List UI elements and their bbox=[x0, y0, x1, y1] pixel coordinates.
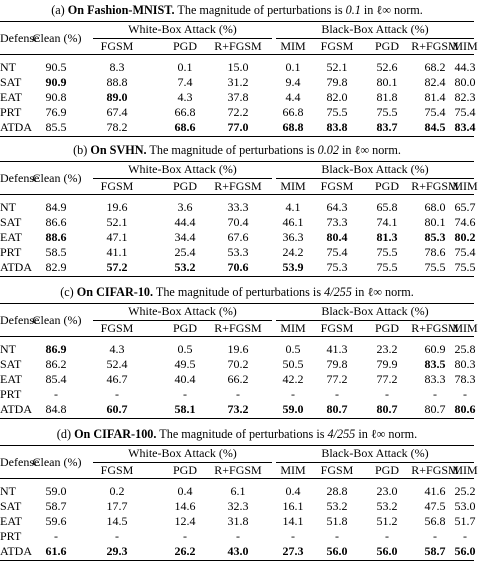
attack-accuracy-cell: 73.3 bbox=[326, 215, 348, 229]
attack-accuracy-cell: 19.6 bbox=[227, 342, 249, 356]
attack-accuracy-cell: 70.2 bbox=[227, 357, 249, 371]
defense-cell: ATDA bbox=[0, 120, 32, 134]
attack-accuracy-cell: 67.6 bbox=[227, 230, 249, 244]
attack-accuracy-cell: - bbox=[115, 387, 119, 401]
caption-dataset: On CIFAR-100. bbox=[74, 427, 157, 441]
defense-cell: ATDA bbox=[0, 260, 32, 274]
defense-cell: NT bbox=[0, 200, 16, 214]
attack-accuracy-cell: 51.2 bbox=[376, 514, 398, 528]
attack-accuracy-cell: 58.7 bbox=[424, 544, 446, 558]
attack-accuracy-cell: 7.4 bbox=[177, 75, 193, 89]
attack-accuracy-cell: 81.8 bbox=[376, 90, 398, 104]
defense-cell: ATDA bbox=[0, 544, 32, 558]
attack-accuracy-cell: - bbox=[463, 529, 467, 543]
header-defense: Defense bbox=[0, 31, 40, 45]
attack-accuracy-cell: 81.4 bbox=[424, 90, 446, 104]
caption-value: 4/255 bbox=[327, 427, 356, 441]
header-attack: MIM bbox=[280, 39, 306, 53]
attack-accuracy-cell: 59.0 bbox=[282, 402, 304, 416]
header-attack: MIM bbox=[280, 321, 306, 335]
header-attack: MIM bbox=[280, 179, 306, 193]
attack-accuracy-cell: 88.8 bbox=[106, 75, 128, 89]
header-defense: Defense bbox=[0, 171, 40, 185]
attack-accuracy-cell: 80.2 bbox=[454, 230, 476, 244]
header-black-box: Black-Box Attack (%) bbox=[321, 22, 429, 36]
table-caption bbox=[0, 142, 474, 158]
header-attack: FGSM bbox=[100, 321, 134, 335]
attack-accuracy-cell: 66.8 bbox=[174, 105, 196, 119]
attack-accuracy-cell: 80.7 bbox=[326, 402, 348, 416]
attack-accuracy-cell: 75.4 bbox=[424, 105, 446, 119]
attack-accuracy-cell: 72.2 bbox=[227, 105, 249, 119]
attack-accuracy-cell: - bbox=[291, 529, 295, 543]
clean-accuracy-cell: 76.9 bbox=[45, 105, 67, 119]
attack-accuracy-cell: 19.6 bbox=[106, 200, 128, 214]
table-caption bbox=[0, 284, 474, 300]
caption-prefix: (b) bbox=[73, 143, 91, 157]
attack-accuracy-cell: 56.0 bbox=[376, 544, 398, 558]
attack-accuracy-cell: 0.4 bbox=[177, 484, 193, 498]
attack-accuracy-cell: 80.4 bbox=[326, 230, 348, 244]
attack-accuracy-cell: 80.1 bbox=[376, 75, 398, 89]
attack-accuracy-cell: 65.8 bbox=[376, 200, 398, 214]
header-attack: MIM bbox=[452, 39, 478, 53]
header-clean: Clean (%) bbox=[32, 455, 82, 469]
attack-accuracy-cell: 4.3 bbox=[177, 90, 193, 104]
attack-accuracy-cell: 80.6 bbox=[454, 402, 476, 416]
attack-accuracy-cell: 80.7 bbox=[376, 402, 398, 416]
attack-accuracy-cell: 75.5 bbox=[326, 105, 348, 119]
attack-accuracy-cell: 14.5 bbox=[106, 514, 128, 528]
header-attack: R+FGSM bbox=[411, 39, 459, 53]
attack-accuracy-cell: 60.7 bbox=[106, 402, 128, 416]
attack-accuracy-cell: 57.2 bbox=[106, 260, 128, 274]
attack-accuracy-cell: 75.5 bbox=[376, 245, 398, 259]
attack-accuracy-cell: 77.2 bbox=[376, 372, 398, 386]
clean-accuracy-cell: - bbox=[54, 387, 58, 401]
header-attack: R+FGSM bbox=[214, 39, 262, 53]
header-attack: MIM bbox=[452, 463, 478, 477]
defense-cell: EAT bbox=[0, 90, 22, 104]
caption-dataset: On Fashion-MNIST. bbox=[67, 3, 175, 17]
attack-accuracy-cell: - bbox=[463, 387, 467, 401]
attack-accuracy-cell: 68.6 bbox=[174, 120, 196, 134]
attack-accuracy-cell: 33.3 bbox=[227, 200, 249, 214]
caption-value: 4/255 bbox=[324, 285, 352, 299]
defense-cell: NT bbox=[0, 60, 16, 74]
attack-accuracy-cell: 44.3 bbox=[454, 60, 476, 74]
attack-accuracy-cell: 46.7 bbox=[106, 372, 128, 386]
attack-accuracy-cell: 82.3 bbox=[454, 90, 476, 104]
attack-accuracy-cell: 80.3 bbox=[454, 357, 476, 371]
clean-accuracy-cell: 59.6 bbox=[45, 514, 67, 528]
header-attack: FGSM bbox=[320, 463, 354, 477]
clean-accuracy-cell: 90.8 bbox=[45, 90, 67, 104]
attack-accuracy-cell: 0.1 bbox=[285, 60, 301, 74]
header-attack: MIM bbox=[452, 321, 478, 335]
attack-accuracy-cell: 80.1 bbox=[424, 215, 446, 229]
attack-accuracy-cell: - bbox=[335, 387, 339, 401]
attack-accuracy-cell: 65.7 bbox=[454, 200, 476, 214]
defense-cell: NT bbox=[0, 342, 16, 356]
attack-accuracy-cell: 8.3 bbox=[109, 60, 125, 74]
header-white-box: White-Box Attack (%) bbox=[128, 22, 237, 36]
attack-accuracy-cell: - bbox=[236, 529, 240, 543]
attack-accuracy-cell: - bbox=[385, 529, 389, 543]
caption-value: 0.1 bbox=[345, 3, 361, 17]
attack-accuracy-cell: 4.1 bbox=[285, 200, 301, 214]
attack-accuracy-cell: - bbox=[115, 529, 119, 543]
table-caption bbox=[0, 2, 474, 18]
header-attack: PGD bbox=[172, 39, 197, 53]
attack-accuracy-cell: 58.1 bbox=[174, 402, 196, 416]
header-black-box: Black-Box Attack (%) bbox=[321, 304, 429, 318]
attack-accuracy-cell: 43.0 bbox=[227, 544, 249, 558]
attack-accuracy-cell: 80.7 bbox=[424, 402, 446, 416]
caption-suffix: in ℓ∞ norm. bbox=[338, 143, 401, 157]
attack-accuracy-cell: 28.8 bbox=[326, 484, 348, 498]
defense-cell: EAT bbox=[0, 230, 22, 244]
attack-accuracy-cell: 75.5 bbox=[424, 260, 446, 274]
attack-accuracy-cell: 78.2 bbox=[106, 120, 128, 134]
attack-accuracy-cell: 70.6 bbox=[227, 260, 249, 274]
attack-accuracy-cell: 0.4 bbox=[285, 484, 301, 498]
attack-accuracy-cell: 52.4 bbox=[106, 357, 128, 371]
attack-accuracy-cell: 81.3 bbox=[376, 230, 398, 244]
clean-accuracy-cell: 85.4 bbox=[45, 372, 67, 386]
attack-accuracy-cell: 46.1 bbox=[282, 215, 304, 229]
clean-accuracy-cell: 90.9 bbox=[45, 75, 67, 89]
attack-accuracy-cell: 41.1 bbox=[106, 245, 128, 259]
attack-accuracy-cell: 70.4 bbox=[227, 215, 249, 229]
caption-suffix: in ℓ∞ norm. bbox=[351, 285, 414, 299]
attack-accuracy-cell: 78.6 bbox=[424, 245, 446, 259]
attack-accuracy-cell: 52.6 bbox=[376, 60, 398, 74]
attack-accuracy-cell: 66.2 bbox=[227, 372, 249, 386]
attack-accuracy-cell: 29.3 bbox=[106, 544, 128, 558]
attack-accuracy-cell: 0.2 bbox=[109, 484, 125, 498]
attack-accuracy-cell: 16.1 bbox=[282, 499, 304, 513]
attack-accuracy-cell: 14.1 bbox=[282, 514, 304, 528]
clean-accuracy-cell: 82.9 bbox=[45, 260, 67, 274]
header-clean: Clean (%) bbox=[32, 171, 82, 185]
attack-accuracy-cell: 25.4 bbox=[174, 245, 196, 259]
attack-accuracy-cell: - bbox=[335, 529, 339, 543]
header-defense: Defense bbox=[0, 455, 40, 469]
caption-prefix: (d) bbox=[56, 427, 75, 441]
attack-accuracy-cell: 50.5 bbox=[282, 357, 304, 371]
attack-accuracy-cell: 75.4 bbox=[454, 105, 476, 119]
attack-accuracy-cell: 75.5 bbox=[376, 260, 398, 274]
defense-cell: EAT bbox=[0, 514, 22, 528]
header-attack: PGD bbox=[374, 179, 399, 193]
attack-accuracy-cell: - bbox=[183, 529, 187, 543]
attack-accuracy-cell: 34.4 bbox=[174, 230, 196, 244]
attack-accuracy-cell: 37.8 bbox=[227, 90, 249, 104]
table-caption bbox=[0, 426, 474, 442]
attack-accuracy-cell: 51.7 bbox=[454, 514, 476, 528]
attack-accuracy-cell: 77.2 bbox=[326, 372, 348, 386]
header-attack: FGSM bbox=[100, 463, 134, 477]
attack-accuracy-cell: 56.0 bbox=[454, 544, 476, 558]
defense-cell: SAT bbox=[0, 75, 22, 89]
clean-accuracy-cell: - bbox=[54, 529, 58, 543]
header-clean: Clean (%) bbox=[32, 31, 82, 45]
attack-accuracy-cell: 74.1 bbox=[376, 215, 398, 229]
attack-accuracy-cell: 0.1 bbox=[177, 60, 193, 74]
bottom-rule bbox=[0, 560, 474, 561]
header-attack: R+FGSM bbox=[411, 321, 459, 335]
attack-accuracy-cell: - bbox=[236, 387, 240, 401]
attack-accuracy-cell: 25.2 bbox=[454, 484, 476, 498]
attack-accuracy-cell: 68.2 bbox=[424, 60, 446, 74]
header-attack: PGD bbox=[172, 321, 197, 335]
header-rule bbox=[0, 478, 474, 479]
header-attack: FGSM bbox=[320, 179, 354, 193]
defense-cell: PRT bbox=[0, 105, 22, 119]
header-attack: PGD bbox=[374, 39, 399, 53]
caption-suffix: in ℓ∞ norm. bbox=[360, 3, 423, 17]
caption-dataset: On SVHN. bbox=[90, 143, 147, 157]
defense-cell: PRT bbox=[0, 387, 22, 401]
clean-accuracy-cell: 86.9 bbox=[45, 342, 67, 356]
bottom-rule bbox=[0, 136, 474, 137]
attack-accuracy-cell: 83.4 bbox=[454, 120, 476, 134]
attack-accuracy-cell: 44.4 bbox=[174, 215, 196, 229]
attack-accuracy-cell: 23.2 bbox=[376, 342, 398, 356]
header-attack: R+FGSM bbox=[411, 179, 459, 193]
header-attack: FGSM bbox=[320, 39, 354, 53]
header-attack: MIM bbox=[452, 179, 478, 193]
attack-accuracy-cell: - bbox=[385, 387, 389, 401]
attack-accuracy-cell: - bbox=[183, 387, 187, 401]
defense-cell: SAT bbox=[0, 499, 22, 513]
caption-dataset: On CIFAR-10. bbox=[76, 285, 154, 299]
attack-accuracy-cell: 47.1 bbox=[106, 230, 128, 244]
header-white-box: White-Box Attack (%) bbox=[128, 304, 237, 318]
clean-accuracy-cell: 58.7 bbox=[45, 499, 67, 513]
attack-accuracy-cell: 83.5 bbox=[424, 357, 446, 371]
attack-accuracy-cell: 0.5 bbox=[177, 342, 193, 356]
header-rule bbox=[0, 194, 474, 195]
attack-accuracy-cell: 31.8 bbox=[227, 514, 249, 528]
clean-accuracy-cell: 85.5 bbox=[45, 120, 67, 134]
attack-accuracy-cell: 15.0 bbox=[227, 60, 249, 74]
header-attack: FGSM bbox=[100, 39, 134, 53]
attack-accuracy-cell: 9.4 bbox=[285, 75, 301, 89]
attack-accuracy-cell: 68.8 bbox=[282, 120, 304, 134]
attack-accuracy-cell: 85.3 bbox=[424, 230, 446, 244]
attack-accuracy-cell: 4.3 bbox=[109, 342, 125, 356]
attack-accuracy-cell: 53.2 bbox=[326, 499, 348, 513]
header-attack: PGD bbox=[374, 321, 399, 335]
attack-accuracy-cell: 67.4 bbox=[106, 105, 128, 119]
attack-accuracy-cell: 75.4 bbox=[326, 245, 348, 259]
table-block bbox=[0, 424, 478, 564]
attack-accuracy-cell: 40.4 bbox=[174, 372, 196, 386]
attack-accuracy-cell: 56.8 bbox=[424, 514, 446, 528]
attack-accuracy-cell: 75.5 bbox=[376, 105, 398, 119]
clean-accuracy-cell: 59.0 bbox=[45, 484, 67, 498]
attack-accuracy-cell: 83.3 bbox=[424, 372, 446, 386]
attack-accuracy-cell: 41.6 bbox=[424, 484, 446, 498]
header-attack: MIM bbox=[280, 463, 306, 477]
header-black-box: Black-Box Attack (%) bbox=[321, 446, 429, 460]
attack-accuracy-cell: 3.6 bbox=[177, 200, 193, 214]
clean-accuracy-cell: 88.6 bbox=[45, 230, 67, 244]
attack-accuracy-cell: 53.2 bbox=[174, 260, 196, 274]
attack-accuracy-cell: - bbox=[291, 387, 295, 401]
defense-cell: NT bbox=[0, 484, 16, 498]
attack-accuracy-cell: 82.0 bbox=[326, 90, 348, 104]
attack-accuracy-cell: 52.1 bbox=[106, 215, 128, 229]
attack-accuracy-cell: 27.3 bbox=[282, 544, 304, 558]
attack-accuracy-cell: 4.4 bbox=[285, 90, 301, 104]
attack-accuracy-cell: 6.1 bbox=[230, 484, 246, 498]
attack-accuracy-cell: 0.5 bbox=[285, 342, 301, 356]
header-attack: R+FGSM bbox=[214, 321, 262, 335]
attack-accuracy-cell: 56.0 bbox=[326, 544, 348, 558]
attack-accuracy-cell: 36.3 bbox=[282, 230, 304, 244]
header-attack: PGD bbox=[172, 463, 197, 477]
header-white-box: White-Box Attack (%) bbox=[128, 446, 237, 460]
defense-cell: EAT bbox=[0, 372, 22, 386]
clean-accuracy-cell: 61.6 bbox=[45, 544, 67, 558]
attack-accuracy-cell: 77.0 bbox=[227, 120, 249, 134]
attack-accuracy-cell: 32.3 bbox=[227, 499, 249, 513]
attack-accuracy-cell: 42.2 bbox=[282, 372, 304, 386]
attack-accuracy-cell: 66.8 bbox=[282, 105, 304, 119]
caption-prefix: (c) bbox=[60, 285, 77, 299]
attack-accuracy-cell: 53.2 bbox=[376, 499, 398, 513]
attack-accuracy-cell: 74.6 bbox=[454, 215, 476, 229]
caption-text: The magnitude of perturbations is bbox=[153, 285, 325, 299]
header-attack: PGD bbox=[172, 179, 197, 193]
attack-accuracy-cell: 75.3 bbox=[326, 260, 348, 274]
attack-accuracy-cell: 12.4 bbox=[174, 514, 196, 528]
clean-accuracy-cell: 90.5 bbox=[45, 60, 67, 74]
attack-accuracy-cell: 53.9 bbox=[282, 260, 304, 274]
attack-accuracy-cell: 68.0 bbox=[424, 200, 446, 214]
defense-cell: ATDA bbox=[0, 402, 32, 416]
attack-accuracy-cell: 79.8 bbox=[326, 357, 348, 371]
attack-accuracy-cell: 23.0 bbox=[376, 484, 398, 498]
table-block bbox=[0, 282, 478, 422]
header-attack: PGD bbox=[374, 463, 399, 477]
header-attack: R+FGSM bbox=[411, 463, 459, 477]
table-block bbox=[0, 140, 478, 280]
caption-text: The magnitude of perturbations is bbox=[174, 3, 346, 17]
header-attack: R+FGSM bbox=[214, 463, 262, 477]
attack-accuracy-cell: 82.4 bbox=[424, 75, 446, 89]
caption-text: The magnitude of perturbations is bbox=[146, 143, 318, 157]
header-defense: Defense bbox=[0, 313, 40, 327]
clean-accuracy-cell: 58.5 bbox=[45, 245, 67, 259]
attack-accuracy-cell: 53.3 bbox=[227, 245, 249, 259]
attack-accuracy-cell: 75.5 bbox=[454, 260, 476, 274]
header-rule bbox=[0, 336, 474, 337]
header-attack: FGSM bbox=[100, 179, 134, 193]
caption-prefix: (a) bbox=[51, 3, 68, 17]
attack-accuracy-cell: 73.2 bbox=[227, 402, 249, 416]
attack-accuracy-cell: 83.8 bbox=[326, 120, 348, 134]
attack-accuracy-cell: 26.2 bbox=[174, 544, 196, 558]
bottom-rule bbox=[0, 418, 474, 419]
attack-accuracy-cell: 25.8 bbox=[454, 342, 476, 356]
attack-accuracy-cell: 89.0 bbox=[106, 90, 128, 104]
attack-accuracy-cell: 64.3 bbox=[326, 200, 348, 214]
caption-suffix: in ℓ∞ norm. bbox=[355, 427, 418, 441]
attack-accuracy-cell: 78.3 bbox=[454, 372, 476, 386]
attack-accuracy-cell: 79.8 bbox=[326, 75, 348, 89]
attack-accuracy-cell: 31.2 bbox=[227, 75, 249, 89]
attack-accuracy-cell: 79.9 bbox=[376, 357, 398, 371]
defense-cell: PRT bbox=[0, 529, 22, 543]
attack-accuracy-cell: 83.7 bbox=[376, 120, 398, 134]
header-black-box: Black-Box Attack (%) bbox=[321, 162, 429, 176]
header-clean: Clean (%) bbox=[32, 313, 82, 327]
clean-accuracy-cell: 86.6 bbox=[45, 215, 67, 229]
attack-accuracy-cell: 41.3 bbox=[326, 342, 348, 356]
attack-accuracy-cell: - bbox=[433, 529, 437, 543]
clean-accuracy-cell: 84.9 bbox=[45, 200, 67, 214]
attack-accuracy-cell: 24.2 bbox=[282, 245, 304, 259]
attack-accuracy-cell: 51.8 bbox=[326, 514, 348, 528]
attack-accuracy-cell: 47.5 bbox=[424, 499, 446, 513]
header-attack: FGSM bbox=[320, 321, 354, 335]
attack-accuracy-cell: 60.9 bbox=[424, 342, 446, 356]
defense-cell: SAT bbox=[0, 215, 22, 229]
attack-accuracy-cell: 52.1 bbox=[326, 60, 348, 74]
attack-accuracy-cell: 53.0 bbox=[454, 499, 476, 513]
defense-cell: SAT bbox=[0, 357, 22, 371]
attack-accuracy-cell: - bbox=[433, 387, 437, 401]
header-attack: R+FGSM bbox=[214, 179, 262, 193]
defense-cell: PRT bbox=[0, 245, 22, 259]
caption-text: The magnitude of perturbations is bbox=[156, 427, 328, 441]
clean-accuracy-cell: 86.2 bbox=[45, 357, 67, 371]
attack-accuracy-cell: 80.0 bbox=[454, 75, 476, 89]
header-rule bbox=[0, 54, 474, 55]
attack-accuracy-cell: 75.4 bbox=[454, 245, 476, 259]
table-block bbox=[0, 0, 478, 140]
header-white-box: White-Box Attack (%) bbox=[128, 162, 237, 176]
attack-accuracy-cell: 17.7 bbox=[106, 499, 128, 513]
bottom-rule bbox=[0, 276, 474, 277]
attack-accuracy-cell: 84.5 bbox=[424, 120, 446, 134]
attack-accuracy-cell: 14.6 bbox=[174, 499, 196, 513]
clean-accuracy-cell: 84.8 bbox=[45, 402, 67, 416]
attack-accuracy-cell: 49.5 bbox=[174, 357, 196, 371]
caption-value: 0.02 bbox=[317, 143, 339, 157]
